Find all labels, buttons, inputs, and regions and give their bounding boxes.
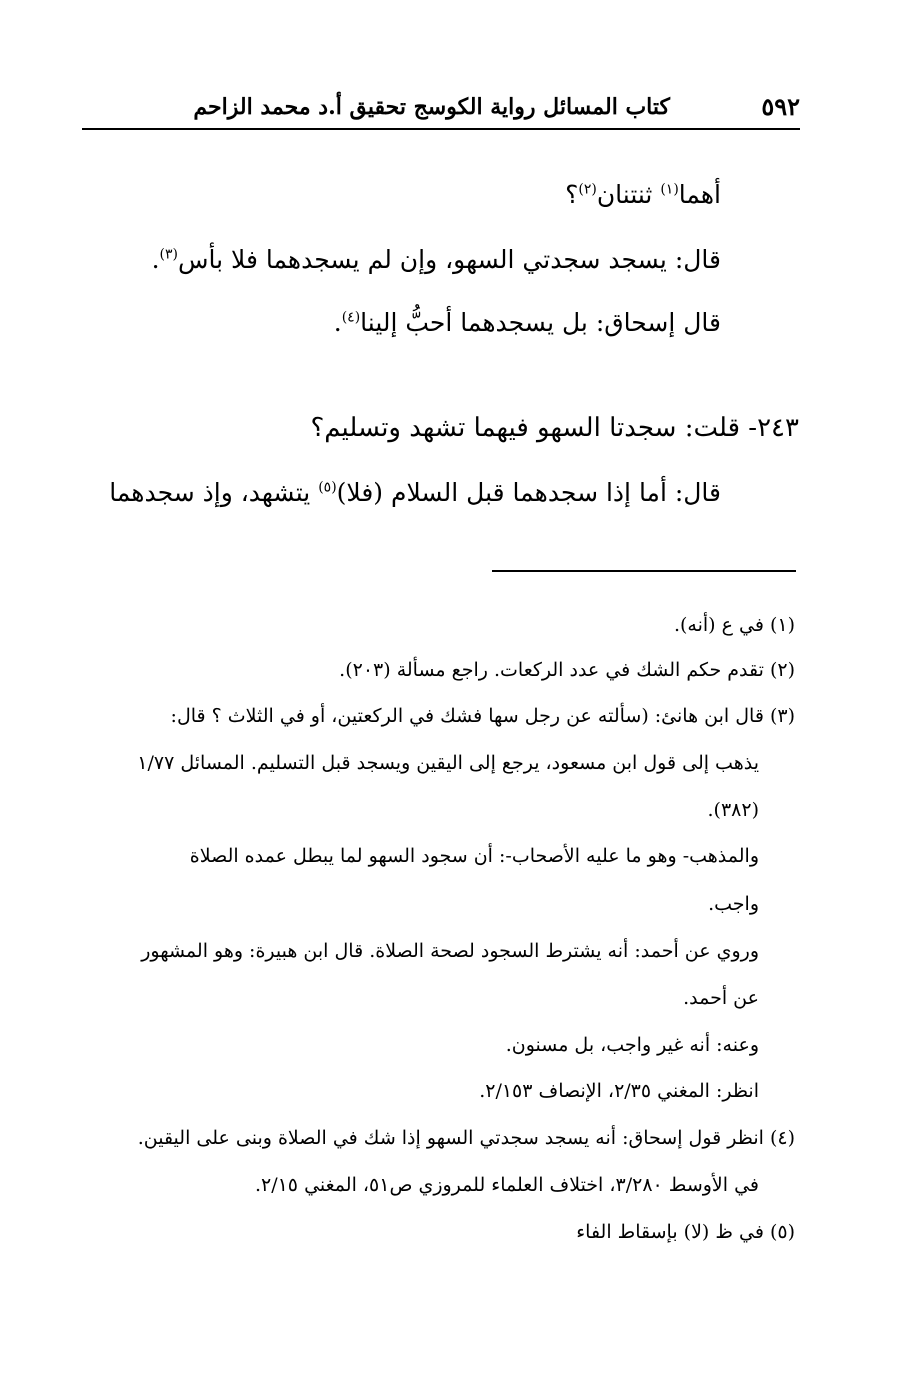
footnote-2: (٢) تقدم حكم الشك في عدد الركعات. راجع مسألة (٢٠٣).	[339, 659, 795, 681]
footnote-ref-1: (١)	[660, 181, 679, 198]
body-line-5: قال: أما إذا سجدهما قبل السلام (فلا)$^{(٥)}$ يتشهد، وإذ سجدهما	[109, 478, 721, 507]
footnote-divider	[492, 570, 796, 572]
footnote-3-line-4: والمذهب- وهو ما عليه الأصحاب-: أن سجود السهو لما يبطل عمده الصلاة	[189, 845, 759, 867]
body-line-3: قال إسحاق: بل يسجدهما أحبُّ إلينا$^{(٤)}$.	[333, 308, 721, 337]
body-line-1: أهما$^{(١)}$ ثنتنان$^{(٢)}$؟	[565, 180, 721, 209]
footnote-1: (١) في ع (أنه).	[673, 614, 795, 636]
running-title: كتاب المسائل رواية الكوسج تحقيق أ.د محمد الزاحم	[193, 94, 670, 120]
footnote-3-line-5: واجب.	[708, 893, 759, 915]
footnote-ref-5: (٥)	[318, 479, 337, 496]
footnote-ref-4: (٤)	[341, 309, 361, 326]
footnote-ref-2: (٢)	[578, 181, 597, 198]
footnote-4-line-2: في الأوسط ٣/٢٨٠، اختلاف العلماء للمروزي ص٥١، المغني ٢/١٥.	[254, 1174, 759, 1196]
page-header	[82, 92, 800, 130]
footnote-3-line-1: (٣) قال ابن هانئ: (سألته عن رجل سها فشك في الركعتين، أو في الثلاث ؟ قال:	[170, 705, 795, 727]
question-243: ٢٤٣- قلت: سجدتا السهو فيهما تشهد وتسليم؟	[310, 413, 799, 443]
footnote-5: (٥) في ظ (لا) بإسقاط الفاء	[576, 1221, 795, 1243]
footnote-3-line-7: عن أحمد.	[683, 987, 759, 1009]
page-number: ٥٩٢	[761, 92, 800, 121]
footnote-ref-3: (٣)	[159, 246, 178, 263]
footnote-3-line-6: وروي عن أحمد: أنه يشترط السجود لصحة الصلاة. قال ابن هبيرة: وهو المشهور	[141, 940, 759, 962]
footnote-3-line-3: (٣٨٢).	[707, 799, 759, 821]
body-line-2: قال: يسجد سجدتي السهو، وإن لم يسجدهما فلا بأس$^{(٣)}$.	[151, 245, 721, 274]
footnote-3-line-8: وعنه: أنه غير واجب، بل مسنون.	[505, 1034, 759, 1056]
footnote-3-line-9: انظر: المغني ٢/٣٥، الإنصاف ٢/١٥٣.	[479, 1080, 759, 1102]
footnote-3-line-2: يذهب إلى قول ابن مسعود، يرجع إلى اليقين ويسجد قبل التسليم. المسائل ١/٧٧	[137, 752, 759, 774]
footnote-4-line-1: (٤) انظر قول إسحاق: أنه يسجد سجدتي السهو إذا شك في الصلاة وبنى على اليقين.	[137, 1127, 795, 1149]
